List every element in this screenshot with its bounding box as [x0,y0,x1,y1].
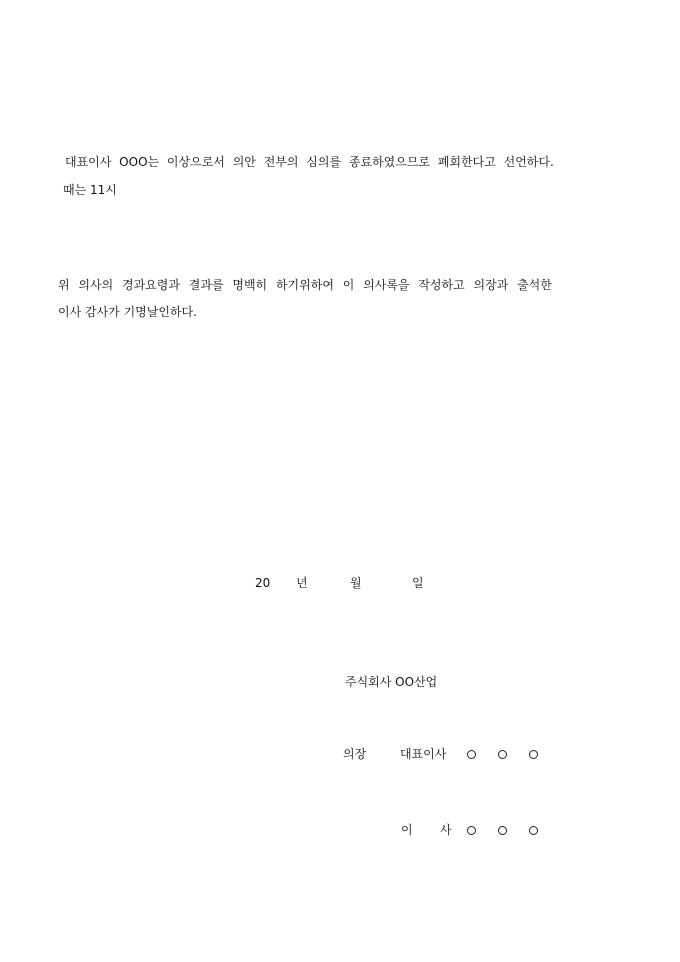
chair-name-placeholder [467,750,538,759]
name-placeholder-circle [467,826,476,835]
name-placeholder-circle [498,750,507,759]
director-title-part-2: 사 [440,823,452,837]
chair-title-label: 대표이사 [400,747,447,761]
name-placeholder-circle [467,750,476,759]
date-year-unit: 년 [296,576,308,590]
summary-statement-line-1: 위 의사의 경과요령과 결과를 명백히 하기위하여 이 의사록을 작성하고 의장과 출석한 [58,278,552,292]
director-name-placeholder [467,826,538,835]
date-day-unit: 일 [412,576,424,590]
closing-time-line: 때는 11시 [63,183,117,197]
summary-statement-line-2: 이사 감사가 기명날인하다. [58,305,197,319]
name-placeholder-circle [498,826,507,835]
director-title-part-1: 이 [401,823,413,837]
date-year-prefix: 20 [255,576,271,590]
name-placeholder-circle [529,750,538,759]
closing-declaration-line-1: 대표이사 OOO는 이상으로서 의안 전부의 심의를 종료하였으므로 폐회한다고 선언하다. [65,155,554,169]
date-month-unit: 월 [350,576,362,590]
chair-role-label: 의장 [343,747,367,761]
company-name: 주식회사 OO산업 [345,675,438,689]
name-placeholder-circle [529,826,538,835]
